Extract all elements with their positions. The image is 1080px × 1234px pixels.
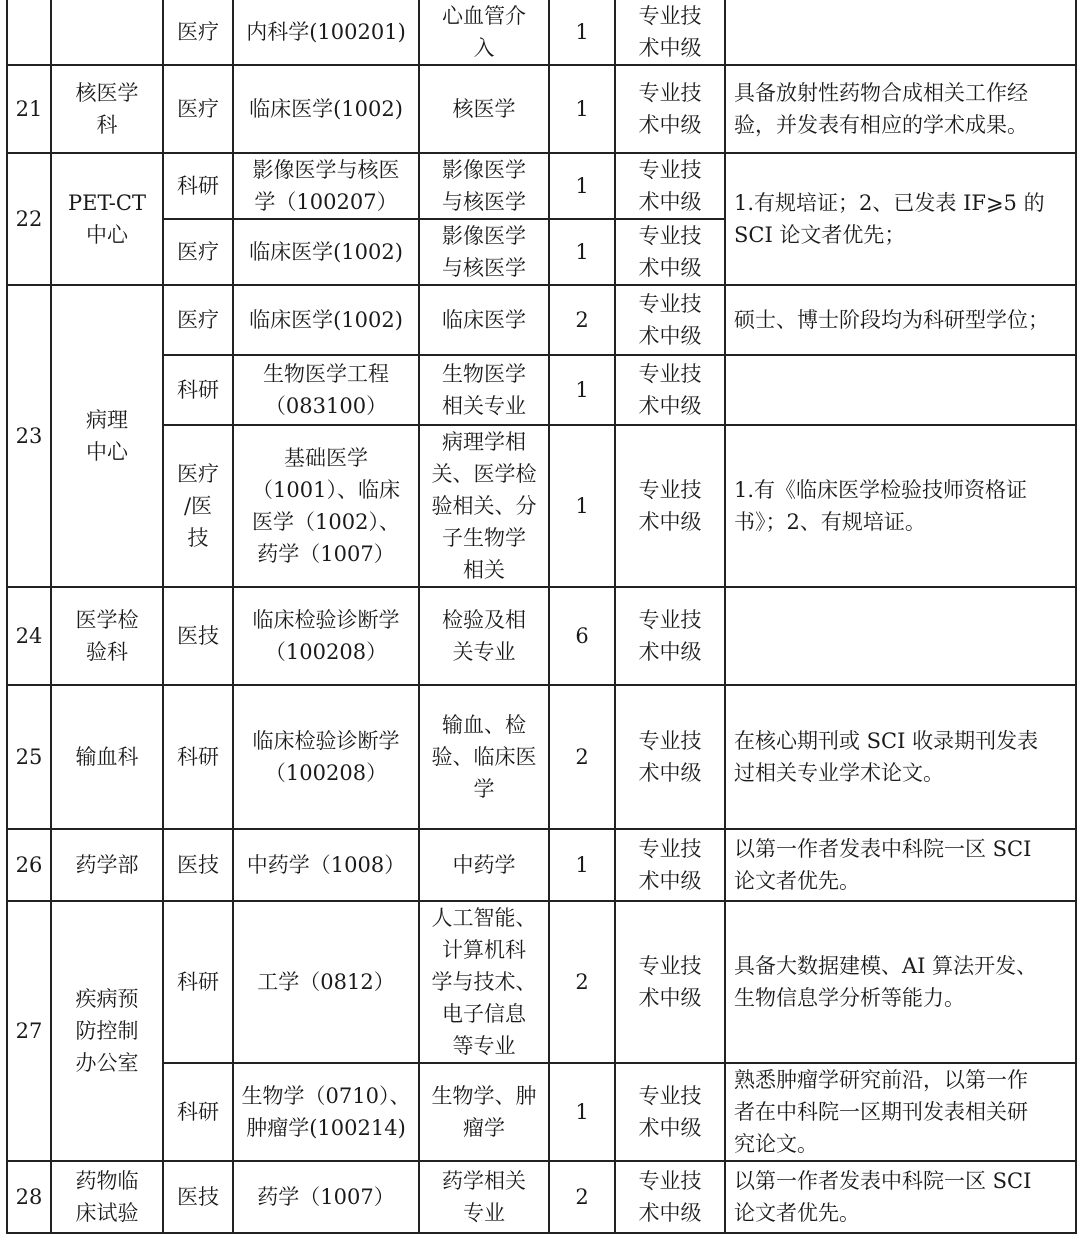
title-cell: 专业技 术中级 — [615, 829, 725, 901]
category-cell: 医技 — [163, 587, 233, 685]
direction-cell: 病理学相 关、医学检 验相关、分 子生物学 相关 — [419, 425, 549, 587]
seq-cell: 22 — [7, 153, 51, 285]
recruitment-table — [6, 0, 1077, 1234]
major-cell: 临床检验诊断学 （100208） — [233, 685, 419, 829]
count-cell: 1 — [549, 219, 615, 285]
major-cell: 临床医学(1002) — [233, 65, 419, 153]
category-cell: 科研 — [163, 355, 233, 425]
direction-cell: 药学相关 专业 — [419, 1161, 549, 1233]
title-cell: 专业技 术中级 — [615, 1063, 725, 1161]
dept-cell: 核医学 科 — [51, 65, 163, 153]
requirement-cell — [725, 587, 1076, 685]
count-cell: 2 — [549, 685, 615, 829]
count-cell: 1 — [549, 829, 615, 901]
table-row — [7, 1063, 1076, 1161]
dept-cell: 医学检 验科 — [51, 587, 163, 685]
title-cell: 专业技 术中级 — [615, 425, 725, 587]
direction-cell: 核医学 — [419, 65, 549, 153]
requirement-cell: 具备大数据建模、AI 算法开发、 生物信息学分析等能力。 — [725, 901, 1076, 1063]
dept-cell: 药物临 床试验 — [51, 1161, 163, 1233]
title-cell: 专业技 术中级 — [615, 153, 725, 219]
requirement-cell: 具备放射性药物合成相关工作经 验，并发表有相应的学术成果。 — [725, 65, 1076, 153]
requirement-cell: 在核心期刊或 SCI 收录期刊发表 过相关专业学术论文。 — [725, 685, 1076, 829]
table-row — [7, 355, 1076, 425]
count-cell: 1 — [549, 0, 615, 65]
table-row — [7, 425, 1076, 587]
category-cell: 医技 — [163, 829, 233, 901]
requirement-cell: 以第一作者发表中科院一区 SCI 论文者优先。 — [725, 829, 1076, 901]
major-cell: 生物学（0710）、 肿瘤学(100214) — [233, 1063, 419, 1161]
major-cell: 工学（0812） — [233, 901, 419, 1063]
category-cell: 医疗 /医 技 — [163, 425, 233, 587]
count-cell: 6 — [549, 587, 615, 685]
title-cell: 专业技 术中级 — [615, 0, 725, 65]
category-cell: 医疗 — [163, 219, 233, 285]
requirement-cell: 以第一作者发表中科院一区 SCI 论文者优先。 — [725, 1161, 1076, 1233]
seq-cell — [7, 0, 51, 65]
title-cell: 专业技 术中级 — [615, 285, 725, 355]
direction-cell: 中药学 — [419, 829, 549, 901]
category-cell: 科研 — [163, 1063, 233, 1161]
title-cell: 专业技 术中级 — [615, 65, 725, 153]
count-cell: 1 — [549, 153, 615, 219]
seq-cell: 23 — [7, 285, 51, 587]
table-row — [7, 65, 1076, 153]
direction-cell: 输血、检 验、临床医 学 — [419, 685, 549, 829]
title-cell: 专业技 术中级 — [615, 1161, 725, 1233]
seq-cell: 27 — [7, 901, 51, 1161]
table-row — [7, 153, 1076, 219]
direction-cell: 影像医学 与核医学 — [419, 153, 549, 219]
count-cell: 2 — [549, 1161, 615, 1233]
seq-cell: 24 — [7, 587, 51, 685]
major-cell: 生物医学工程 （083100） — [233, 355, 419, 425]
count-cell: 2 — [549, 285, 615, 355]
category-cell: 科研 — [163, 901, 233, 1063]
direction-cell: 生物学、肿 瘤学 — [419, 1063, 549, 1161]
table-row — [7, 901, 1076, 1063]
direction-cell: 生物医学 相关专业 — [419, 355, 549, 425]
table-row — [7, 587, 1076, 685]
major-cell: 内科学(100201) — [233, 0, 419, 65]
table-row — [7, 285, 1076, 355]
count-cell: 1 — [549, 65, 615, 153]
major-cell: 影像医学与核医 学（100207） — [233, 153, 419, 219]
category-cell: 医疗 — [163, 65, 233, 153]
major-cell: 临床医学(1002) — [233, 219, 419, 285]
table-row — [7, 1161, 1076, 1233]
requirement-cell: 1.有规培证；2、已发表 IF⩾5 的 SCI 论文者优先； — [725, 153, 1076, 285]
count-cell: 1 — [549, 1063, 615, 1161]
table-row — [7, 685, 1076, 829]
title-cell: 专业技 术中级 — [615, 587, 725, 685]
seq-cell: 21 — [7, 65, 51, 153]
requirement-cell: 熟悉肿瘤学研究前沿，以第一作 者在中科院一区期刊发表相关研 究论文。 — [725, 1063, 1076, 1161]
category-cell: 医疗 — [163, 285, 233, 355]
title-cell: 专业技 术中级 — [615, 219, 725, 285]
dept-cell: 疾病预 防控制 办公室 — [51, 901, 163, 1161]
category-cell: 医疗 — [163, 0, 233, 65]
count-cell: 1 — [549, 425, 615, 587]
dept-cell — [51, 0, 163, 65]
direction-cell: 临床医学 — [419, 285, 549, 355]
table-row — [7, 0, 1076, 65]
count-cell: 2 — [549, 901, 615, 1063]
direction-cell: 心血管介 入 — [419, 0, 549, 65]
major-cell: 临床医学(1002) — [233, 285, 419, 355]
major-cell: 基础医学 （1001）、临床 医学（1002）、 药学（1007） — [233, 425, 419, 587]
dept-cell: 输血科 — [51, 685, 163, 829]
dept-cell: 药学部 — [51, 829, 163, 901]
requirement-cell: 1.有《临床医学检验技师资格证 书》；2、有规培证。 — [725, 425, 1076, 587]
direction-cell: 人工智能、 计算机科 学与技术、 电子信息 等专业 — [419, 901, 549, 1063]
direction-cell: 检验及相 关专业 — [419, 587, 549, 685]
count-cell: 1 — [549, 355, 615, 425]
title-cell: 专业技 术中级 — [615, 355, 725, 425]
category-cell: 医技 — [163, 1161, 233, 1233]
dept-cell: PET-CT 中心 — [51, 153, 163, 285]
title-cell: 专业技 术中级 — [615, 685, 725, 829]
requirement-cell — [725, 0, 1076, 65]
major-cell: 药学（1007） — [233, 1161, 419, 1233]
requirement-cell: 硕士、博士阶段均为科研型学位； — [725, 285, 1076, 355]
category-cell: 科研 — [163, 153, 233, 219]
seq-cell: 26 — [7, 829, 51, 901]
requirement-cell — [725, 355, 1076, 425]
seq-cell: 28 — [7, 1161, 51, 1233]
dept-cell: 病理 中心 — [51, 285, 163, 587]
major-cell: 中药学（1008） — [233, 829, 419, 901]
seq-cell: 25 — [7, 685, 51, 829]
table-row — [7, 829, 1076, 901]
major-cell: 临床检验诊断学 （100208） — [233, 587, 419, 685]
title-cell: 专业技 术中级 — [615, 901, 725, 1063]
category-cell: 科研 — [163, 685, 233, 829]
direction-cell: 影像医学 与核医学 — [419, 219, 549, 285]
